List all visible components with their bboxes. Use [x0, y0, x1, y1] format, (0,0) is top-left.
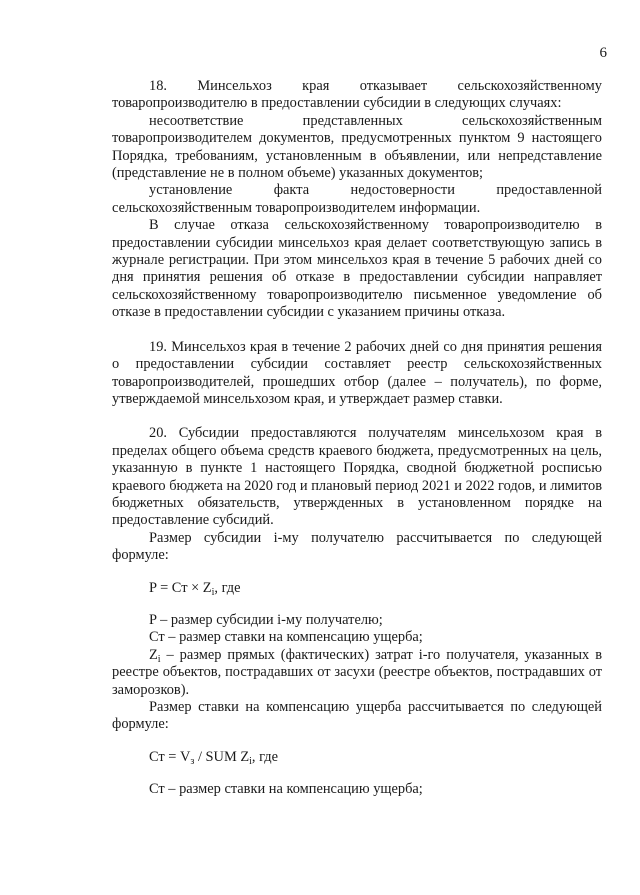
definition-zi-symbol: Z — [149, 646, 158, 663]
document-body — [112, 78, 602, 799]
definition-st: Ст – размер ставки на компенсацию ущерба; — [149, 629, 423, 646]
definition-p: P – размер субсидии i-му получателю; — [149, 611, 383, 628]
rate-formula-intro: Размер ставки на компенсацию ущерба рассчитывается по следующей формуле: — [112, 699, 602, 733]
paragraph-20: 20. Субсидии предоставляются получателям минсельхозом края в пределах общего объема средств краевого бюджета, предусмотренных на цель, указанную в пункте 1 настоящего Порядка, сводной бюджетной росписью краевого бюджета на 2020 год и плановый период 2021 и 2022 годов, и лимитов бюджетных обязательств, утвержденных в установленном порядке на предоставление субсидий. — [112, 425, 602, 529]
subsidy-formula — [112, 580, 602, 597]
page-number: 6 — [599, 45, 607, 61]
rate-formula-lead: Ст = V — [149, 748, 191, 765]
rate-formula — [112, 749, 602, 766]
subsidy-formula-lead: P = Ст × Z — [149, 579, 212, 596]
subsidy-formula-subscript: i — [211, 586, 215, 598]
subsidy-formula-intro: Размер субсидии i-му получателю рассчитывается по следующей формуле: — [112, 529, 602, 564]
subsidy-formula-tail: , где — [214, 579, 241, 596]
definition-zi — [112, 647, 602, 699]
rate-formula-mid: / SUM Z — [194, 748, 250, 765]
definition-st-2: Ст – размер ставки на компенсацию ущерба; — [149, 781, 423, 798]
rate-formula-tail: , где — [251, 748, 279, 765]
rate-formula-subscript-1: з — [190, 755, 195, 767]
paragraph-18-intro: 18. Минсельхоз края отказывает сельскохозяйственному товаропроизводителю в предоставлении субсидии в следующих случаях: — [112, 78, 602, 112]
rate-formula-subscript-2: i — [249, 755, 252, 767]
definition-zi-text: – размер прямых (фактических) затрат i-го получателя, указанных в реестре объектов, пострадавших от засухи (реестре объектов, пострадавших от заморозков). — [112, 646, 602, 698]
paragraph-19: 19. Минсельхоз края в течение 2 рабочих дней со дня принятия решения о предоставлении субсидии составляет реестр сельскохозяйственных товаропроизводителей, прошедших отбор (далее – получатель), по форме, утверждаемой минсельхозом края, и утверждает размер ставки. — [112, 338, 602, 407]
definition-zi-subscript: i — [157, 653, 161, 665]
paragraph-18-case-1: несоответствие представленных сельскохозяйственным товаропроизводителем документов, предусмотренных пунктом 9 настоящего Порядка, требованиям, установленным в объявлении, или непредставление (представление не в полном объеме) указанных документов; — [112, 112, 602, 182]
paragraph-18-case-2: установление факта недостоверности предоставленной сельскохозяйственным товаропроизводителем информации. — [112, 182, 602, 216]
paragraph-18-refusal: В случае отказа сельскохозяйственному товаропроизводителю в предоставлении субсидии минсельхоз края делает соответствующую запись в журнале регистрации. При этом минсельхоз края в течение 5 рабочих дней со дня принятия решения об отказе в предоставлении субсидии направляет сельскохозяйственному товаропроизводителю письменное уведомление об отказе в предоставлении субсидии с указанием причины отказа. — [112, 217, 602, 321]
